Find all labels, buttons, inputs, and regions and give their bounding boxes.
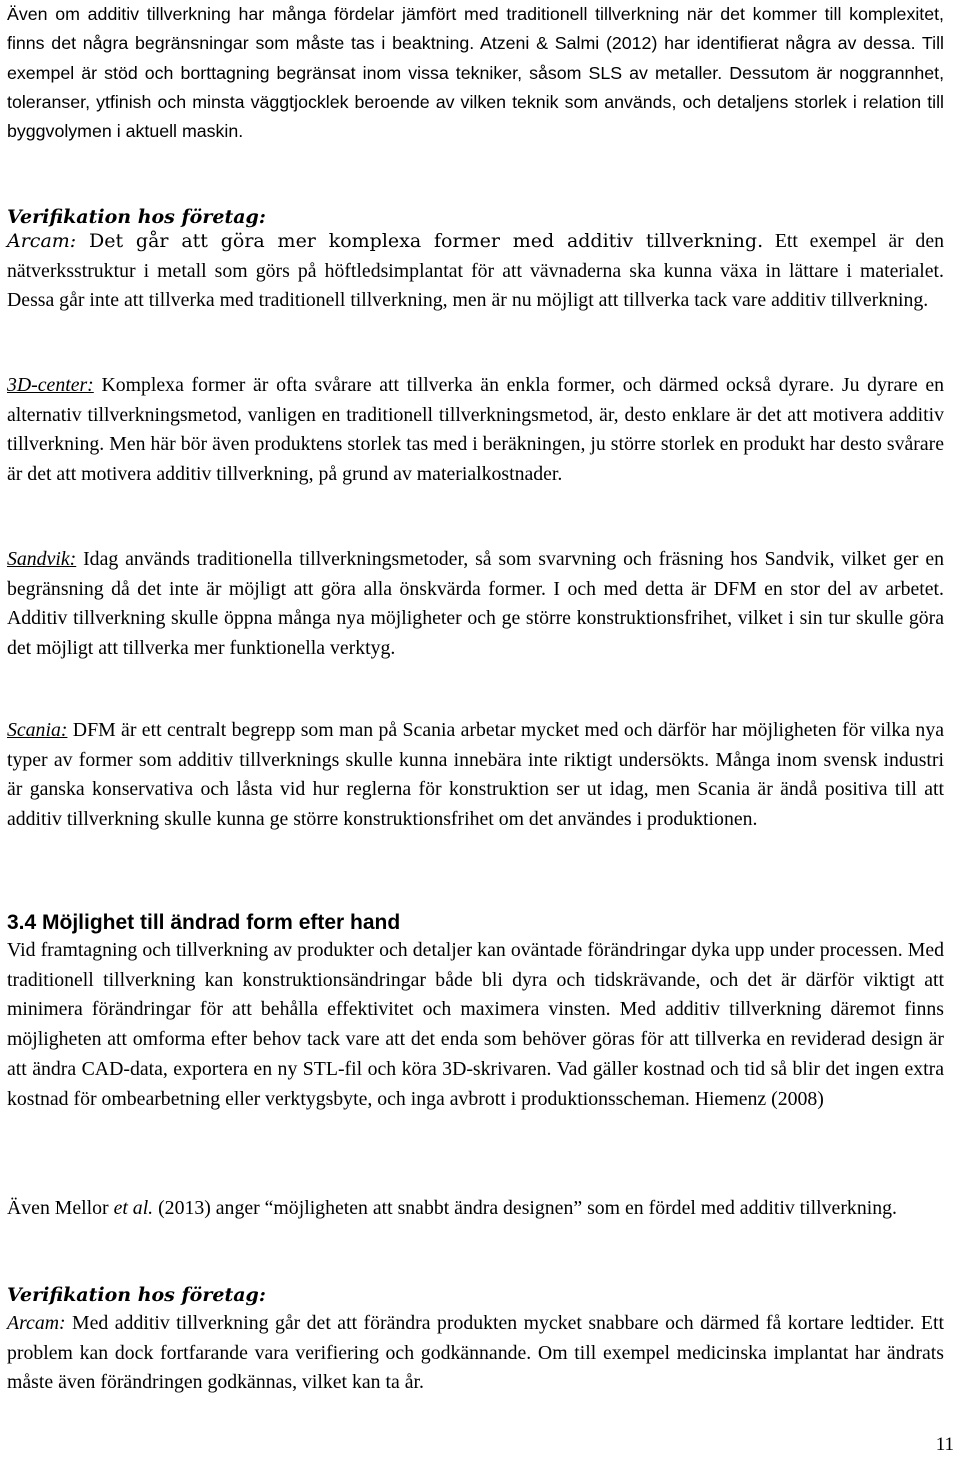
3d-center-label: 3D-center: [7, 374, 94, 396]
arcam-label-1: Arcam: [7, 230, 77, 252]
sandvik-text: Idag används traditionella tillverkningsmetoder, så som svarvning och fräsning hos Sandvik, vilket ger en begränsning då det inte är möjligt att göra alla önskvärda former. I och med detta är DFM en stor del av arbetet. Additiv tillverkning skulle öppna många nya möjligheter och ge större konstruktionsfrihet, vilket i sin tur skulle göra det möjligt att tillverka mer funktionella verktyg. [7, 548, 944, 660]
section-heading: 3.4 Möjlighet till ändrad form efter hand [7, 911, 401, 934]
verification-heading-2: Verifikation hos företag: [7, 1284, 266, 1306]
intro-paragraph [7, 0, 944, 146]
arcam-text-2: Med additiv tillverkning går det att förändra produkten mycket snabbare och därmed få kortare ledtider. Ett problem kan dock fortfarande vara verifiering och godkännande. Om till exempel medicinska implantat har ändrats måste även förändringen godkännas, vilket kan ta år. [7, 1312, 944, 1394]
scania-label: Scania: [7, 719, 68, 741]
sandvik-label: Sandvik: [7, 548, 77, 570]
mellor-text-post: (2013) anger “möjligheten att snabbt ändra designen” som en fördel med additiv tillverkning. [153, 1197, 897, 1219]
intro-text-part2: Dessutom är noggrannhet, toleranser, ytfinish och minsta väggtjocklek beroende av vilken teknik som används, och detaljens storlek i relation till byggvolymen i aktuell maskin. [7, 62, 945, 142]
arcam-paragraph-2 [7, 1309, 944, 1398]
verification-heading-1: Verifikation hos företag: [7, 206, 266, 228]
arcam-label-2: Arcam: [7, 1312, 66, 1334]
scania-text: DFM är ett centralt begrepp som man på Scania arbetar mycket med och därför har möjligheten för vilka nya typer av former som additiv tillverknings skulle kunna innebära inte riktigt undersökts. Många inom svensk industri är ganska konservativa och låsta vid hur reglerna för konstruktion ser ut idag, men Scania är ändå positiva till att additiv tillverkning skulle kunna ge större konstruktionsfrihet om det användes i produktionen. [7, 719, 944, 831]
sandvik-paragraph [7, 545, 944, 664]
3d-center-paragraph [7, 371, 944, 490]
mellor-et-al: et al. [113, 1197, 154, 1219]
arcam-rest-1: Ett exempel är den nätverksstruktur i metall som görs på höftledsimplantat för att vävnaderna ska kunna växa in lättare i materialet. Dessa går inte att tillverka med traditionell tillverkning, men är nu möjligt att tillverka tack vare additiv tillverkning. [7, 230, 944, 312]
mellor-text-pre: Även Mellor [7, 1197, 114, 1219]
section-body-paragraph: Vid framtagning och tillverkning av produkter och detaljer kan oväntade förändringar dyka upp under processen. Med traditionell tillverkning kan konstruktionsändringar både bli dyra och tidskrävande, och det är därför viktigt att minimera förändringar för att behålla effektivitet och maximera vinsten. Med additiv tillverkning däremot finns möjligheten att omforma efter behov tack vare att det enda som behöver göras för att tillverka en reviderad design är att ändra CAD-data, exportera en ny STL-fil och köra 3D-skrivaren. Vad gäller kostnad och tid så blir det ingen extra kostnad för ombearbetning eller verktygsbyte, och inga avbrott i produktionsscheman. Hiemenz (2008) [7, 939, 944, 1110]
3d-center-text: Komplexa former är ofta svårare att tillverka än enkla former, och därmed också dyrare. Ju dyrare en alternativ tillverkningsmetod, vanligen en traditionell tillverkningsmetod, är, desto enklare är det att motivera additiv tillverkning. Men här bör även produktens storlek tas med i beräkningen, ju större storlek en produkt har desto svårare är det att motivera additiv tillverkning, på grund av materialkostnader. [7, 374, 944, 486]
intro-text-part1: Även om additiv tillverkning har många fördelar jämfört med traditionell tillverkning när det kommer till komplexitet, finns det några begränsningar som måste tas i beaktning. Atzeni & Salmi (2012) har identifierat några av dessa. Till exempel är stöd och borttagning begränsat inom vissa tekniker, såsom SLS av metaller. [7, 4, 944, 83]
mellor-paragraph [7, 1194, 944, 1224]
arcam-text-1: Det går att göra mer komplexa former med additiv tillverkning. [76, 230, 764, 252]
arcam-paragraph-1 [7, 227, 944, 316]
scania-paragraph [7, 716, 944, 835]
page-number: 11 [935, 1434, 954, 1455]
